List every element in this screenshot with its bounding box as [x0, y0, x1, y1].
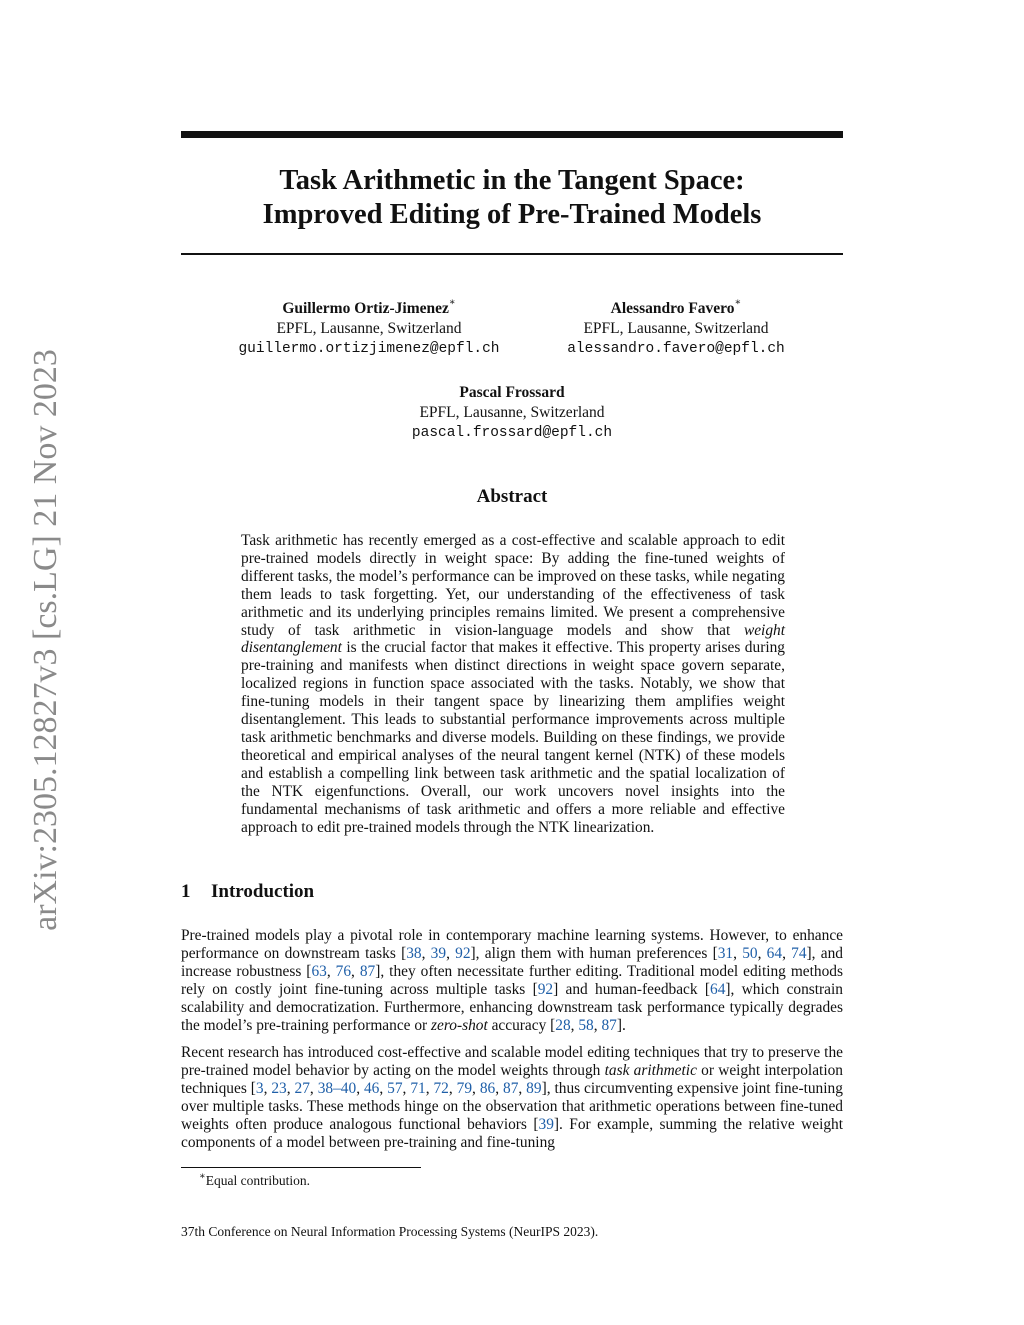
citation-link[interactable]: 38–40	[317, 1079, 357, 1097]
citation-link[interactable]: 28	[555, 1016, 571, 1034]
citation-link[interactable]: 92	[455, 944, 471, 962]
citation-link[interactable]: 50	[742, 944, 758, 962]
footnote-mark: ∗	[199, 1171, 206, 1182]
abstract-heading: Abstract	[476, 486, 548, 507]
title-top-rule	[181, 131, 843, 138]
intro-paragraph-2: Recent research has introduced cost-effective and scalable model editing techniques that try to preserve the pre-trained model behavior by acting on the model weights through task arithmetic or weight interpolation techniques [3, 23, 27, 38–40, 46, 57, 71, 72, 79, 86, 87, 89], thus circumventing expensive joint fine-tuning over multiple tasks. These methods hinge on the observation that arithmetic operations between fine-tuned weights often produce analogous functional behaviors [39]. For example, summing the relative weight components of a model between pre-training and fine-tuning	[181, 1044, 844, 1151]
citation-link[interactable]: 27	[294, 1079, 310, 1097]
author-affiliation: EPFL, Lausanne, Switzerland	[276, 320, 462, 337]
citation-link[interactable]: 87	[503, 1079, 519, 1097]
citation-link[interactable]: 64	[710, 980, 726, 998]
author-affiliation: EPFL, Lausanne, Switzerland	[419, 404, 605, 421]
author-block-3	[382, 383, 642, 443]
citation-link[interactable]: 72	[433, 1079, 449, 1097]
author-mark: ∗	[448, 297, 456, 308]
citation-link[interactable]: 79	[456, 1079, 473, 1097]
title-bottom-rule	[181, 253, 843, 255]
intro-paragraph-1: Pre-trained models play a pivotal role in contemporary machine learning systems. However, to enhance performance on downstream tasks [38, 39, 92], align them with human preferences [31, 50, 64, 74], and increase robustness [63, 76, 87], they often necessitate further editing. Traditional model editing methods rely on costly joint fine-tuning across multiple tasks [92] and human-feedback [64], which constrain scalability and democratization. Furthermore, enhancing downstream task performance typically degrades the model’s pre-training performance or zero-shot accuracy [28, 58, 87].	[181, 927, 843, 1034]
section-title: Introduction	[211, 881, 315, 902]
footnote-rule	[181, 1167, 421, 1168]
citation-link[interactable]: 38	[406, 944, 422, 962]
footnote-text: Equal contribution.	[205, 1173, 311, 1188]
author-mark: ∗	[734, 297, 742, 308]
citation-link[interactable]: 63	[311, 962, 327, 980]
author-email[interactable]: pascal.frossard@epfl.ch	[411, 425, 613, 441]
citation-link[interactable]: 31	[717, 944, 734, 962]
author-name: Guillermo Ortiz-Jimenez	[282, 300, 449, 317]
citation-link[interactable]: 71	[410, 1079, 426, 1097]
citation-link[interactable]: 76	[335, 962, 352, 980]
section-heading	[181, 881, 843, 903]
citation-link[interactable]: 74	[791, 944, 807, 962]
author-name: Alessandro Favero	[610, 300, 735, 317]
title-line-1: Task Arithmetic in the Tangent Space:	[279, 165, 745, 196]
citation-link[interactable]: 87	[359, 962, 376, 980]
citation-link[interactable]: 89	[526, 1079, 542, 1097]
author-block-1	[229, 299, 509, 359]
paper-title	[181, 164, 843, 232]
author-block-2	[546, 299, 806, 359]
footnote	[199, 1173, 310, 1189]
citation-link[interactable]: 87	[601, 1016, 617, 1034]
title-line-2: Improved Editing of Pre-Trained Models	[262, 199, 762, 230]
citation-link[interactable]: 3	[255, 1079, 264, 1097]
citation-link[interactable]: 92	[537, 980, 554, 998]
citation-link[interactable]: 86	[479, 1079, 496, 1097]
author-email[interactable]: alessandro.favero@epfl.ch	[567, 341, 785, 357]
arxiv-stamp: arXiv:2305.12827v3 [cs.LG] 21 Nov 2023	[27, 349, 64, 931]
citation-link[interactable]: 23	[271, 1079, 287, 1097]
citation-link[interactable]: 39	[430, 944, 447, 962]
author-affiliation: EPFL, Lausanne, Switzerland	[583, 320, 769, 337]
author-name: Pascal Frossard	[459, 384, 565, 401]
citation-link[interactable]: 64	[766, 944, 783, 962]
citation-link[interactable]: 58	[578, 1016, 594, 1034]
conference-note: 37th Conference on Neural Information Processing Systems (NeurIPS 2023).	[181, 1224, 599, 1239]
section-number: 1	[181, 881, 191, 902]
citation-link[interactable]: 39	[538, 1115, 554, 1133]
abstract-text: Task arithmetic has recently emerged as a cost-effective and scalable approach to edit pre-trained models directly in weight space: By adding the fine-tuned weights of different tasks, the model’s performance can be improved on these tasks, while negating them leads to task forgetting. Yet, our understanding of the effectiveness of task arithmetic and its underlying principles remains limited. We present a comprehensive study of task arithmetic in vision-language models and show that weight disentanglement is the crucial factor that makes it effective. This property arises during pre-training and manifests when distinct directions in weight space govern separate, localized regions in function space associated with the tasks. Notably, we show that fine-tuning models in their tangent space by linearizing them amplifies weight disentanglement. This leads to substantial performance improvements across multiple task arithmetic benchmarks and diverse models. Building on these findings, we provide theoretical and empirical analyses of the neural tangent kernel (NTK) of these models and establish a compelling link between task arithmetic and the spatial localization of the NTK eigenfunctions. Overall, our work uncovers novel insights into the fundamental mechanisms of task arithmetic and offers a more reliable and effective approach to edit pre-trained models through the NTK linearization.	[241, 532, 785, 836]
citation-link[interactable]: 57	[387, 1079, 403, 1097]
citation-link[interactable]: 46	[363, 1079, 380, 1097]
author-email[interactable]: guillermo.ortizjimenez@epfl.ch	[238, 341, 500, 357]
